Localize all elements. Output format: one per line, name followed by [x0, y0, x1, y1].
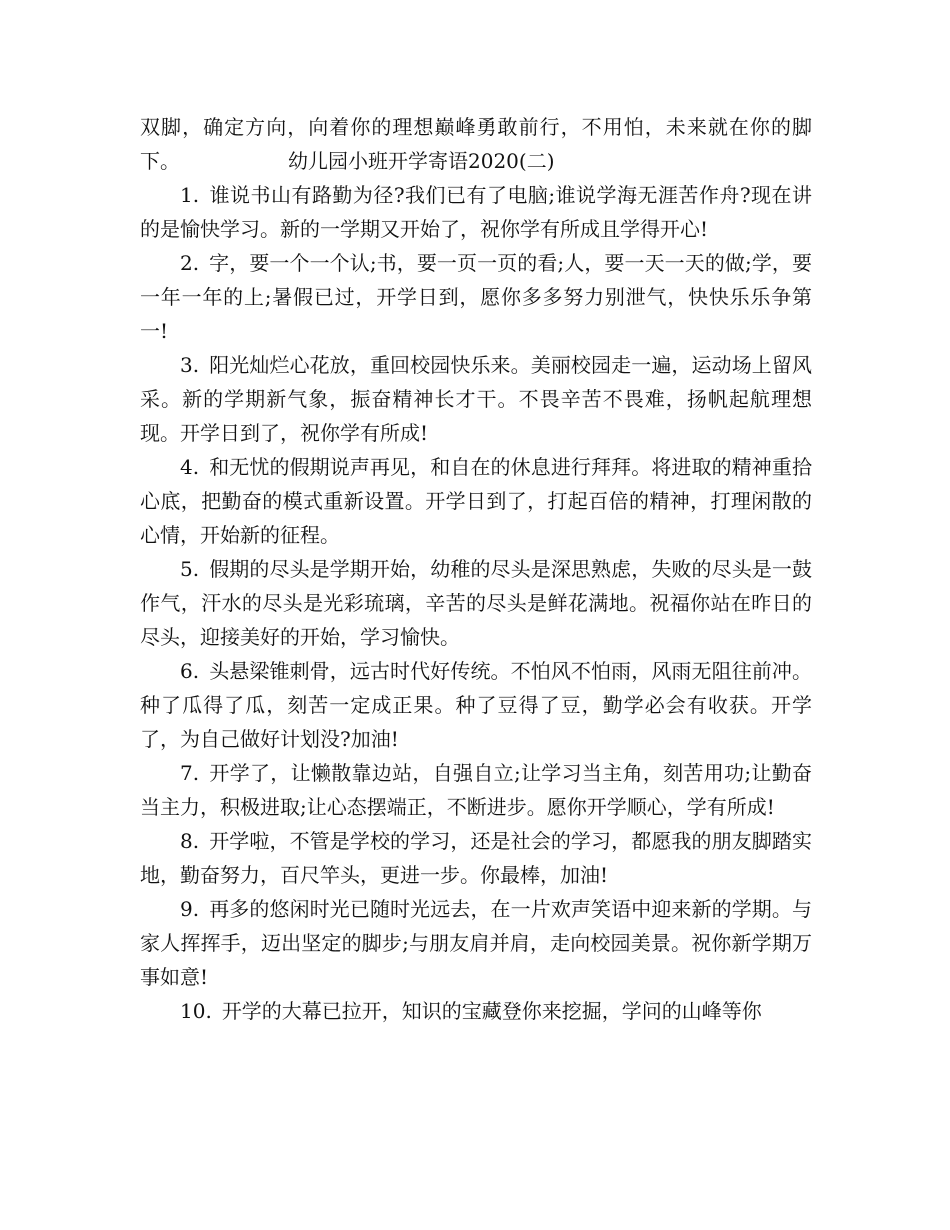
item-text: 阳光灿烂心花放，重回校园快乐来。美丽校园走一遍，运动场上留风采。新的学期新气象，振奋精神长才干。不畏辛苦不畏难，扬帆起航理想现。开学日到了，祝你学有所成! — [140, 353, 812, 445]
item-number: 8. — [180, 829, 200, 853]
list-item — [140, 994, 812, 1028]
list-item — [140, 552, 812, 654]
item-text: 头悬梁锥刺骨，远古时代好传统。不怕风不怕雨，风雨无阻往前冲。种了瓜得了瓜，刻苦一定成正果。种了豆得了豆，勤学必会有收获。开学了，为自己做好计划没?加油! — [140, 659, 812, 751]
item-text: 字，要一个一个认;书，要一页一页的看;人，要一天一天的做;学，要一年一年的上;暑假已过，开学日到，愿你多多努力别泄气，快快乐乐争第一! — [140, 251, 812, 343]
item-text: 开学的大幕已拉开，知识的宝藏登你来挖掘，学问的山峰等你 — [221, 999, 762, 1023]
section-title: 幼儿园小班开学寄语2020(二) — [288, 149, 555, 173]
intro-text: 双脚，确定方向，向着你的理想巅峰勇敢前行，不用怕，未来就在你的脚下。 — [140, 115, 812, 173]
item-number: 9. — [180, 897, 200, 921]
list-item — [140, 450, 812, 552]
item-number: 5. — [180, 557, 200, 581]
list-item — [140, 348, 812, 450]
item-text: 谁说书山有路勤为径?我们已有了电脑;谁说学海无涯苦作舟?现在讲的是愉快学习。新的一学期又开始了，祝你学有所成且学得开心! — [140, 183, 812, 241]
list-item — [140, 654, 812, 756]
list-item — [140, 824, 812, 892]
list-item — [140, 892, 812, 994]
item-number: 10. — [180, 999, 212, 1023]
item-number: 4. — [180, 455, 200, 479]
item-text: 再多的悠闲时光已随时光远去，在一片欢声笑语中迎来新的学期。与家人挥挥手，迈出坚定的脚步;与朋友肩并肩，走向校园美景。祝你新学期万事如意! — [140, 897, 812, 989]
document-page — [140, 110, 812, 1028]
intro-paragraph — [140, 110, 812, 178]
item-number: 7. — [180, 761, 200, 785]
list-item — [140, 756, 812, 824]
list-item — [140, 178, 812, 246]
item-text: 和无忧的假期说声再见，和自在的休息进行拜拜。将进取的精神重拾心底，把勤奋的模式重新设置。开学日到了，打起百倍的精神，打理闲散的心情，开始新的征程。 — [140, 455, 812, 547]
list-item — [140, 246, 812, 348]
item-text: 假期的尽头是学期开始，幼稚的尽头是深思熟虑，失败的尽头是一鼓作气，汗水的尽头是光彩琉璃，辛苦的尽头是鲜花满地。祝福你站在昨日的尽头，迎接美好的开始，学习愉快。 — [140, 557, 812, 649]
item-number: 1. — [180, 183, 200, 207]
item-number: 3. — [180, 353, 200, 377]
item-number: 2. — [180, 251, 200, 275]
item-number: 6. — [180, 659, 200, 683]
item-text: 开学了，让懒散靠边站，自强自立;让学习当主角，刻苦用功;让勤奋当主力，积极进取;让心态摆端正，不断进步。愿你开学顺心，学有所成! — [140, 761, 812, 819]
item-text: 开学啦，不管是学校的学习，还是社会的学习，都愿我的朋友脚踏实地，勤奋努力，百尺竿头，更进一步。你最棒，加油! — [140, 829, 812, 887]
